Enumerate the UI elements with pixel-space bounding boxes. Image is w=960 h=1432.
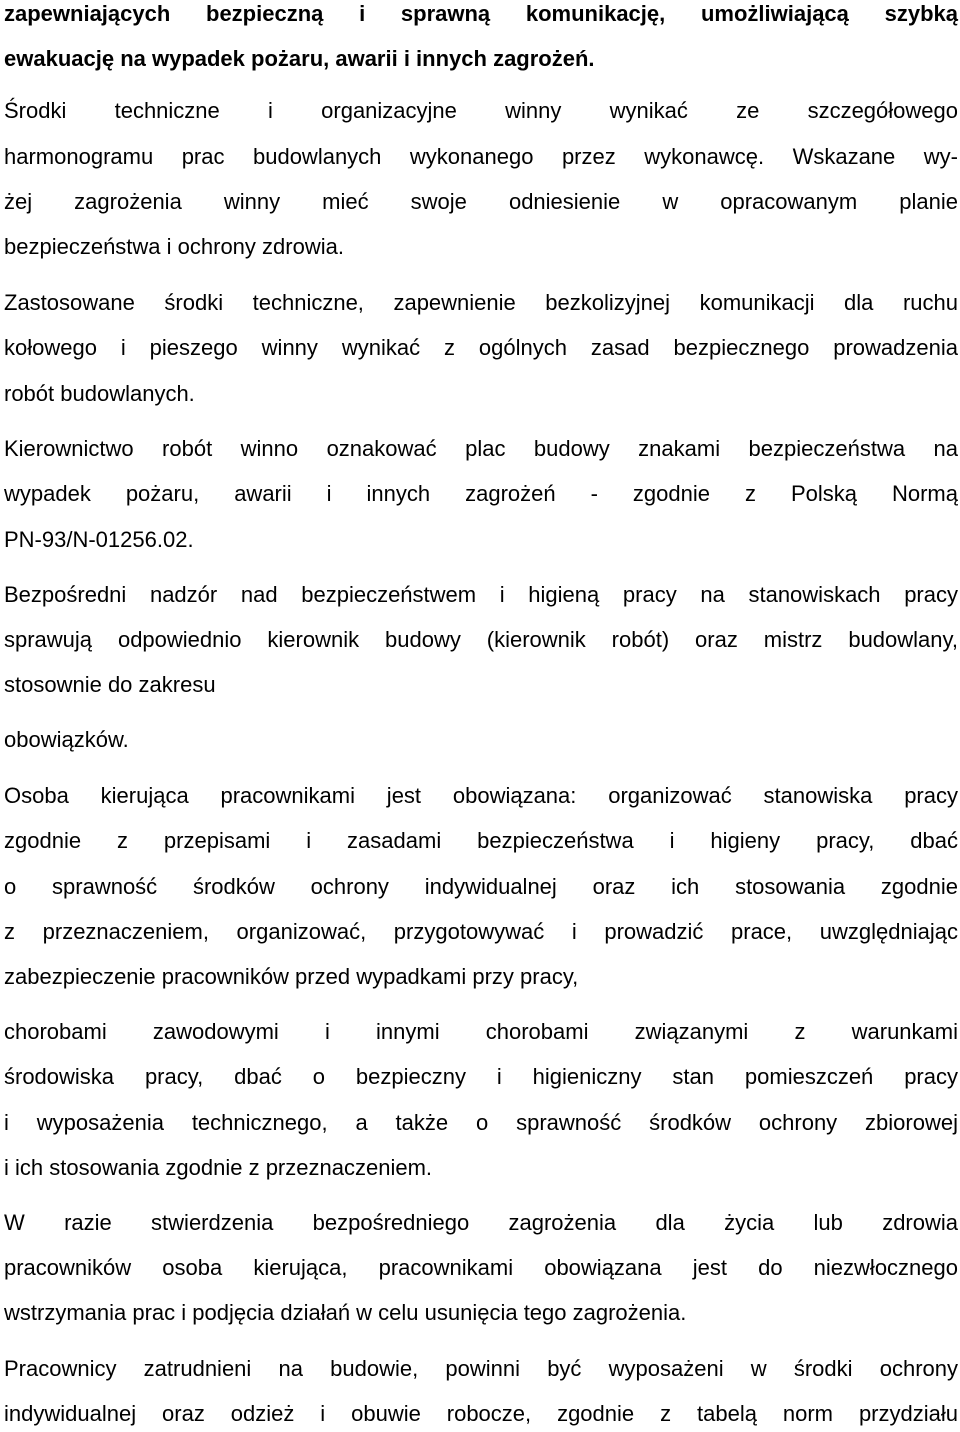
text-line: zgodnie z przepisami i zasadami bezpieczeństwa i higieny pracy, dbać (4, 828, 958, 853)
text-line: stosownie do zakresu (4, 672, 216, 697)
text-line: bezpieczeństwa i ochrony zdrowia. (4, 234, 344, 259)
text-line: obowiązków. (4, 727, 129, 752)
text-line: W razie stwierdzenia bezpośredniego zagrożenia dla życia lub zdrowia (4, 1210, 958, 1235)
text-line: Bezpośredni nadzór nad bezpieczeństwem i higieną pracy na stanowiskach pracy (4, 582, 958, 607)
text-line: chorobami zawodowymi i innymi chorobami związanymi z warunkami (4, 1019, 958, 1044)
text-line: robót budowlanych. (4, 381, 195, 406)
text-line: o sprawność środków ochrony indywidualnej oraz ich stosowania zgodnie (4, 874, 958, 899)
text-line: Środki techniczne i organizacyjne winny wynikać ze szczegółowego (4, 98, 958, 123)
text-line: kołowego i pieszego winny wynikać z ogólnych zasad bezpiecznego prowadzenia (4, 335, 958, 360)
text-line: z przeznaczeniem, organizować, przygotowywać i prowadzić prace, uwzględniając (4, 919, 958, 944)
text-line: Zastosowane środki techniczne, zapewnienie bezkolizyjnej komunikacji dla ruchu (4, 290, 958, 315)
text-line: Pracownicy zatrudnieni na budowie, powinni być wyposażeni w środki ochrony (4, 1356, 958, 1381)
text-line: żej zagrożenia winny mieć swoje odniesienie w opracowanym planie (4, 189, 958, 214)
text-line: Osoba kierująca pracownikami jest obowiązana: organizować stanowiska pracy (4, 783, 958, 808)
text-line: środowiska pracy, dbać o bezpieczny i higieniczny stan pomieszczeń pracy (4, 1064, 958, 1089)
text-line: PN-93/N-01256.02. (4, 527, 194, 552)
text-line: wypadek pożaru, awarii i innych zagrożeń - zgodnie z Polską Normą (4, 481, 958, 506)
text-line: wstrzymania prac i podjęcia działań w celu usunięcia tego zagrożenia. (4, 1300, 687, 1325)
text-line: pracowników osoba kierująca, pracownikami obowiązana jest do niezwłocznego (4, 1255, 958, 1280)
text-line: sprawują odpowiednio kierownik budowy (kierownik robót) oraz mistrz budowlany, (4, 627, 958, 652)
text-line: Kierownictwo robót winno oznakować plac budowy znakami bezpieczeństwa na (4, 436, 958, 461)
text-line: indywidualnej oraz odzież i obuwie robocze, zgodnie z tabelą norm przydziału (4, 1401, 958, 1426)
text-line: ewakuację na wypadek pożaru, awarii i innych zagrożeń. (4, 46, 595, 71)
text-line: i ich stosowania zgodnie z przeznaczeniem. (4, 1155, 433, 1180)
text-line: harmonogramu prac budowlanych wykonanego przez wykonawcę. Wskazane wy- (4, 144, 958, 169)
text-line: zapewniających bezpieczną i sprawną komunikację, umożliwiającą szybką (4, 1, 958, 26)
text-line: i wyposażenia technicznego, a także o sprawność środków ochrony zbiorowej (4, 1110, 958, 1135)
text-line: zabezpieczenie pracowników przed wypadkami przy pracy, (4, 964, 579, 989)
